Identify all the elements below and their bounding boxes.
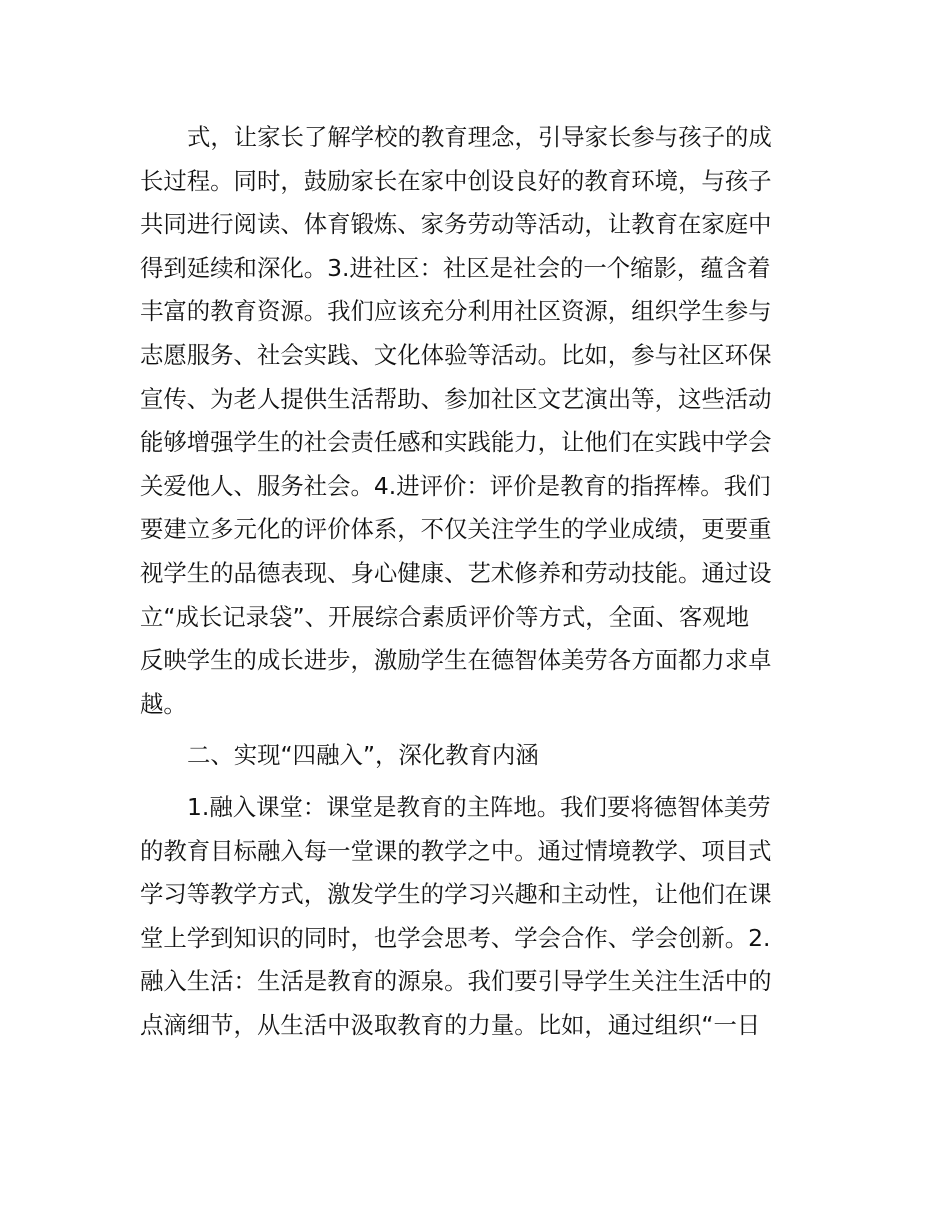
text-line: 的教育目标融入每一堂课的教学之中。通过情境教学、项目式 <box>140 836 772 865</box>
text-line: 志愿服务、社会实践、文化体验等活动。比如，参与社区环保 <box>140 340 772 369</box>
text-line: 视学生的品德表现、身心健康、艺术修养和劳动技能。通过设 <box>140 558 772 587</box>
text-line: 融入生活：生活是教育的源泉。我们要引导学生关注生活中的 <box>140 967 772 996</box>
text-line: 得到延续和深化。3.进社区：社区是社会的一个缩影，蕴含着 <box>140 253 771 282</box>
document-body <box>140 116 812 1047</box>
paragraph-family-community-evaluation <box>140 116 812 726</box>
text-line: 堂上学到知识的同时，也学会思考、学会合作、学会创新。2. <box>140 923 771 952</box>
text-line: 学习等教学方式，激发学生的学习兴趣和主动性，让他们在课 <box>140 880 772 909</box>
text-line: 共同进行阅读、体育锻炼、家务劳动等活动，让教育在家庭中 <box>140 210 772 239</box>
text-line: 反映学生的成长进步，激励学生在德智体美劳各方面都力求卓 <box>140 646 772 675</box>
text-line: 要建立多元化的评价体系，不仅关注学生的学业成绩，更要重 <box>140 515 772 544</box>
text-line: 长过程。同时，鼓励家长在家中创设良好的教育环境，与孩子 <box>140 166 772 195</box>
text-line: 立“成长记录袋”、开展综合素质评价等方式，全面、客观地 <box>140 602 749 631</box>
text-line: 关爱他人、服务社会。4.进评价：评价是教育的指挥棒。我们 <box>140 471 771 500</box>
text-line: 越。 <box>140 689 187 718</box>
section-heading <box>140 734 812 778</box>
text-line: 能够增强学生的社会责任感和实践能力，让他们在实践中学会 <box>140 428 772 457</box>
paragraph-integration <box>140 786 812 1048</box>
section-heading-text: 二、实现“四融入”，深化教育内涵 <box>187 741 539 770</box>
text-line: 丰富的教育资源。我们应该充分利用社区资源，组织学生参与 <box>140 297 772 326</box>
text-line: 点滴细节，从生活中汲取教育的力量。比如，通过组织“一日 <box>140 1010 761 1039</box>
text-line: 宣传、为老人提供生活帮助、参加社区文艺演出等，这些活动 <box>140 384 772 413</box>
text-line: 式，让家长了解学校的教育理念，引导家长参与孩子的成 <box>187 123 772 151</box>
text-line: 1.融入课堂：课堂是教育的主阵地。我们要将德智体美劳 <box>187 792 771 821</box>
